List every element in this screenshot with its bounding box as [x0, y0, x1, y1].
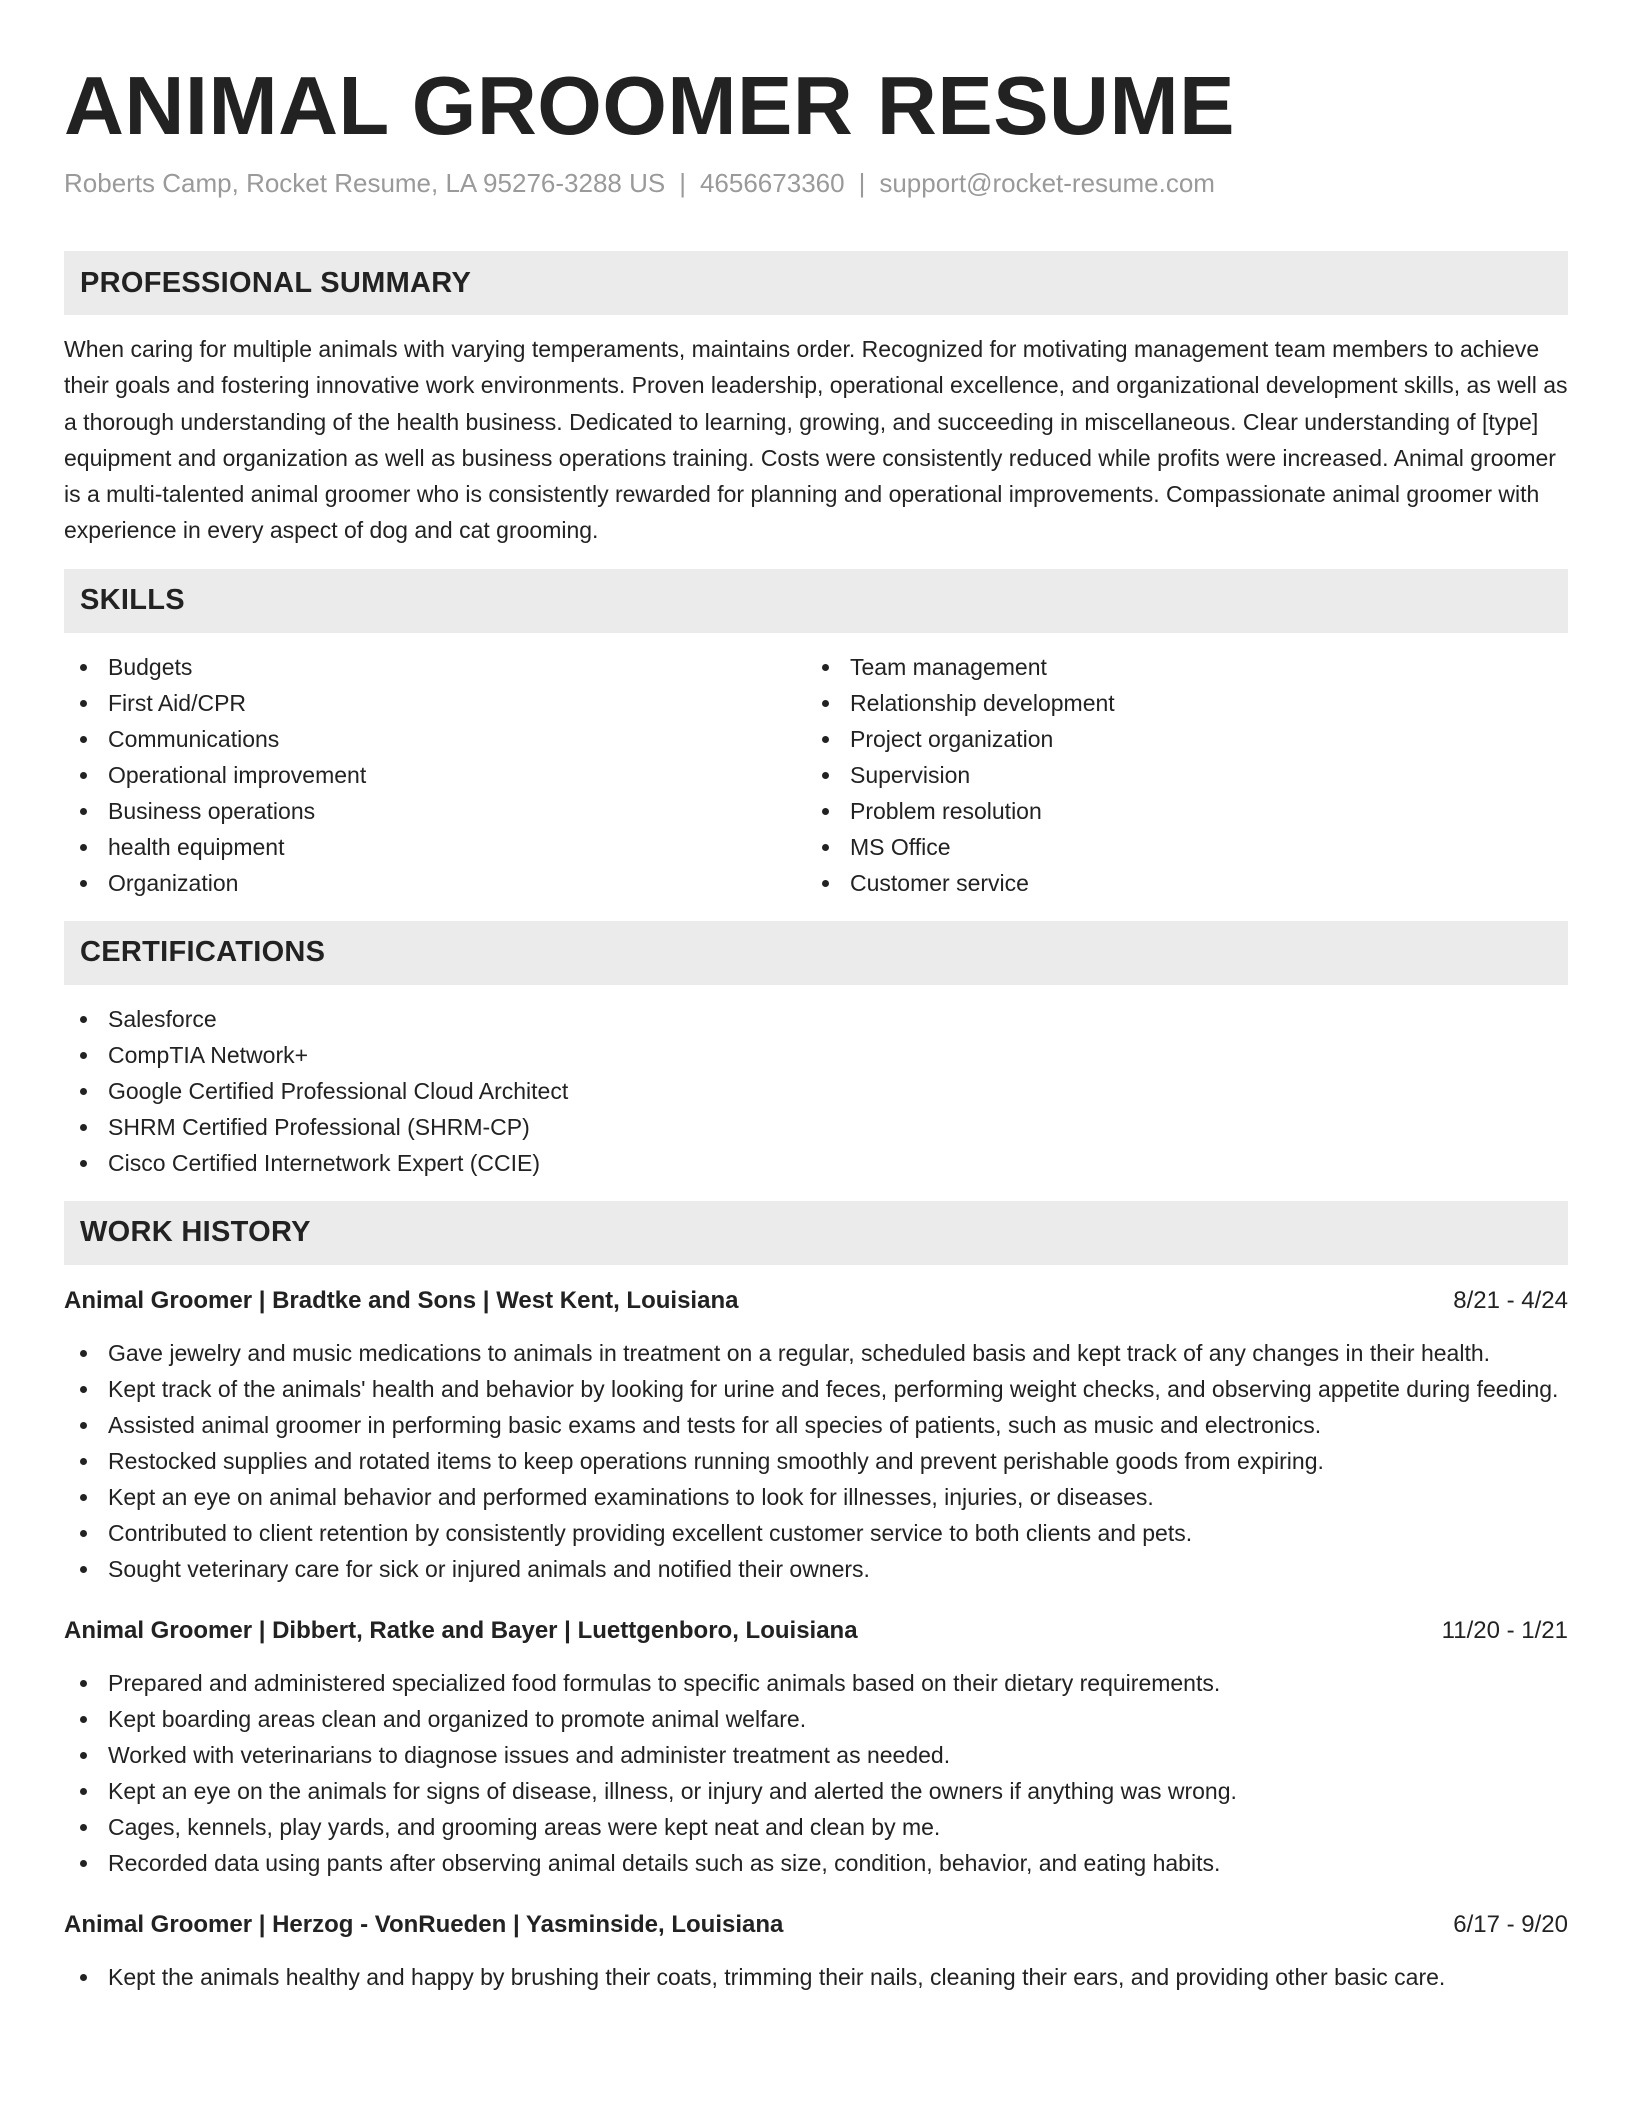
- duty-item: Contributed to client retention by consistently providing excellent customer service to both clients and pets.: [64, 1515, 1568, 1551]
- skill-item: Communications: [64, 721, 806, 757]
- job-duties: [64, 1959, 1568, 1995]
- contact-separator: |: [858, 168, 866, 198]
- section-header-skills: SKILLS: [64, 569, 1568, 633]
- duty-item: Gave jewelry and music medications to animals in treatment on a regular, scheduled basis and kept track of any changes in their health.: [64, 1335, 1568, 1371]
- skill-item: Budgets: [64, 649, 806, 685]
- job-heading: [64, 1283, 1568, 1319]
- contact-line: [64, 166, 1568, 200]
- skill-item: health equipment: [64, 829, 806, 865]
- skill-item: Team management: [806, 649, 1548, 685]
- certification-item: Salesforce: [64, 1001, 1568, 1037]
- skills-column-left: [64, 649, 806, 901]
- resume-title: ANIMAL GROOMER RESUME: [64, 59, 1236, 152]
- duty-item: Kept the animals healthy and happy by brushing their coats, trimming their nails, cleaning their ears, and providing other basic care.: [64, 1959, 1568, 1995]
- skill-item: Project organization: [806, 721, 1548, 757]
- skill-item: Supervision: [806, 757, 1548, 793]
- skill-item: Problem resolution: [806, 793, 1548, 829]
- certification-item: CompTIA Network+: [64, 1037, 1568, 1073]
- job-entry: [64, 1907, 1568, 1995]
- duty-item: Kept an eye on animal behavior and performed examinations to look for illnesses, injuries, or diseases.: [64, 1479, 1568, 1515]
- duty-item: Assisted animal groomer in performing basic exams and tests for all species of patients, such as music and electronics.: [64, 1407, 1568, 1443]
- skill-item: MS Office: [806, 829, 1548, 865]
- job-dates: 6/17 - 9/20: [1453, 1910, 1568, 1938]
- summary-text: When caring for multiple animals with varying temperaments, maintains order. Recognized for motivating management team members to achieve their goals and fostering innovative work environments. Proven leadership, operational excellence, and organizational development skills, as well as a thorough understanding of the health business. Dedicated to learning, growing, and succeeding in miscellaneous. Clear understanding of [type] equipment and organization as well as business operations training. Costs were consistently reduced while profits were increased. Animal groomer is a multi-talented animal groomer who is consistently rewarded for planning and operational improvements. Compassionate animal groomer with experience in every aspect of dog and cat grooming.: [64, 336, 1568, 544]
- duty-item: Restocked supplies and rotated items to keep operations running smoothly and prevent perishable goods from expiring.: [64, 1443, 1568, 1479]
- skill-item: Business operations: [64, 793, 806, 829]
- certification-item: Cisco Certified Internetwork Expert (CCIE): [64, 1145, 1568, 1181]
- skill-item: Customer service: [806, 865, 1548, 901]
- job-entry: [64, 1283, 1568, 1587]
- job-title: Animal Groomer | Dibbert, Ratke and Bayer | Luettgenboro, Louisiana: [64, 1616, 858, 1644]
- skill-item: Organization: [64, 865, 806, 901]
- section-header-summary: PROFESSIONAL SUMMARY: [64, 251, 1568, 315]
- contact-separator: |: [679, 168, 686, 198]
- job-duties: [64, 1335, 1568, 1587]
- duty-item: Recorded data using pants after observing animal details such as size, condition, behavior, and eating habits.: [64, 1845, 1568, 1881]
- contact-email: support@rocket-resume.com: [879, 168, 1215, 198]
- duty-item: Kept boarding areas clean and organized to promote animal welfare.: [64, 1701, 1568, 1737]
- resume-page: [64, 0, 1568, 1995]
- job-heading: [64, 1613, 1568, 1649]
- job-dates: 8/21 - 4/24: [1453, 1286, 1568, 1314]
- contact-address: Roberts Camp, Rocket Resume, LA 95276-3288 US: [64, 168, 666, 198]
- skill-item: Operational improvement: [64, 757, 806, 793]
- duty-item: Prepared and administered specialized food formulas to specific animals based on their dietary requirements.: [64, 1665, 1568, 1701]
- job-duties: [64, 1665, 1568, 1881]
- duty-item: Kept track of the animals' health and behavior by looking for urine and feces, performing weight checks, and observing appetite during feeding.: [64, 1371, 1568, 1407]
- certification-item: Google Certified Professional Cloud Architect: [64, 1073, 1568, 1109]
- section-header-certifications: CERTIFICATIONS: [64, 921, 1568, 985]
- job-dates: 11/20 - 1/21: [1441, 1616, 1568, 1644]
- skill-item: First Aid/CPR: [64, 685, 806, 721]
- skills-column-right: [806, 649, 1548, 901]
- skill-item: Relationship development: [806, 685, 1548, 721]
- duty-item: Cages, kennels, play yards, and grooming areas were kept neat and clean by me.: [64, 1809, 1568, 1845]
- certifications-list: [64, 1001, 1568, 1181]
- duty-item: Kept an eye on the animals for signs of disease, illness, or injury and alerted the owners if anything was wrong.: [64, 1773, 1568, 1809]
- duty-item: Sought veterinary care for sick or injured animals and notified their owners.: [64, 1551, 1568, 1587]
- certification-item: SHRM Certified Professional (SHRM-CP): [64, 1109, 1568, 1145]
- section-header-work-history: WORK HISTORY: [64, 1201, 1568, 1265]
- job-entry: [64, 1613, 1568, 1881]
- job-title: Animal Groomer | Bradtke and Sons | West Kent, Louisiana: [64, 1286, 739, 1314]
- duty-item: Worked with veterinarians to diagnose issues and administer treatment as needed.: [64, 1737, 1568, 1773]
- job-heading: [64, 1907, 1568, 1943]
- job-title: Animal Groomer | Herzog - VonRueden | Yasminside, Louisiana: [64, 1910, 784, 1938]
- skills-list: [64, 649, 1568, 901]
- contact-phone: 4656673360: [699, 168, 845, 198]
